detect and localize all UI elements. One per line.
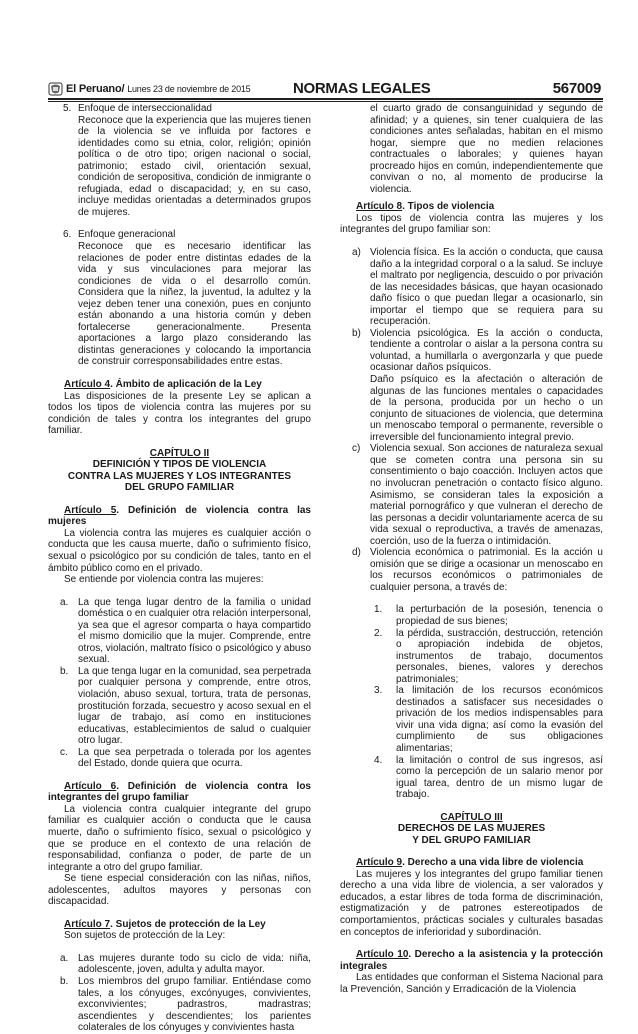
article-title: . Tipos de violencia xyxy=(402,201,495,213)
newspaper-brand xyxy=(66,83,251,95)
header-rule-thin xyxy=(48,101,603,102)
brand-slash: / xyxy=(121,83,125,95)
list-item-text: la perturbación de la posesión, tenencia o propiedad de sus bienes; xyxy=(396,604,603,627)
list-label: a. xyxy=(60,952,69,964)
list-item-text: La que tenga lugar dentro de la familia o unidad doméstica o en cualquier otra relación interpersonal, ya sea que el agresor comparta o haya compartido el mismo domicilio que la mujer. Comprende, entre otros, violación, maltrato físico o psicológico y abuso sexual. xyxy=(78,596,311,666)
list-label: 3. xyxy=(374,685,383,697)
list-label: a) xyxy=(352,247,361,259)
sub-item-2 xyxy=(340,628,603,686)
list-item-text: Violencia física. Es la acción o conducta, que causa daño a la integridad corporal o a la salud. Se incluye el maltrato por negligencia, descuido o por privación de las necesidades básicas, que hayan ocasionado daño físico o que puedan llegar a ocasionarlo, sin importar el tiempo que se requiera para su recuperación. xyxy=(370,247,603,328)
list-item-title: Enfoque generacional xyxy=(78,229,176,241)
section-title: NORMAS LEGALES xyxy=(293,80,431,97)
list-item-text: Violencia sexual. Son acciones de naturaleza sexual que se cometen contra una persona sin su consentimiento o bajo coacción. Incluyen actos que no involucran penetración o contacto físico alguno. Asimismo, se consideran tales la exposición a material pornográfico y que vulneran el derecho de las personas a decidir voluntariamente acerca de su vida sexual o reproductiva, a través de amenazas, coerción, uso de la fuerza o intimidación. xyxy=(370,443,603,547)
list-label: 5. xyxy=(63,103,72,114)
list-item-6 xyxy=(48,229,311,368)
chapter-2-line: CONTRA LAS MUJERES Y LOS INTEGRANTES xyxy=(67,470,292,482)
article-5-text: La violencia contra las mujeres es cualquier acción o conducta que les causa muerte, daño o sufrimiento físico, sexual o psicológico por su condición de tales, tanto en el ámbito público como en el privado. xyxy=(48,527,311,574)
article-10-text: Las entidades que conforman el Sistema Nacional para la Prevención, Sanción y Erradicación de la Violencia xyxy=(340,972,603,995)
sub-item-4 xyxy=(340,755,603,801)
list-label: c) xyxy=(352,443,361,455)
article-9-text: Las mujeres y los integrantes del grupo familiar tienen derecho a una vida libre de violencia, a ser valorados y educados, a estar libres de toda forma de discriminación, estigmatización y de patrones estereotipados de comportamientos, prácticas sociales y culturales basadas en conceptos de inferioridad y subordinación. xyxy=(340,868,603,938)
header-rule xyxy=(48,98,603,100)
article-label: Artículo 6 xyxy=(64,780,117,792)
article-5-heading xyxy=(48,505,311,528)
list-item-text: Reconoce que la experiencia que las mujeres tienen de la violencia se ve influida por factores e identidades como su etnia, color, religión; opinión política o de otro tipo; origen nacional o social, patrimonio; estado civil, orientación sexual, condición de seropositiva, condición de inmigrante o refugiada, edad o discapacidad; y, en su caso, incluye medidas orientadas a determinados grupos de mujeres. xyxy=(78,114,311,218)
list-label: b. xyxy=(60,976,69,987)
article-4-heading xyxy=(48,379,311,391)
article-label: Artículo 10 xyxy=(356,949,409,961)
list-item-text: Violencia psicológica. Es la acción o conducta, tendiente a controlar o aislar a la persona contra su voluntad, a humillarla o avergonzarla y que puede ocasionar daños psíquicos. xyxy=(370,327,603,374)
list-item-text: Las mujeres durante todo su ciclo de vida: niña, adolescente, joven, adulta y adulta mayor. xyxy=(78,952,311,976)
list-item-c xyxy=(48,747,311,770)
article-5-text: Se entiende por violencia contra las mujeres: xyxy=(64,574,264,586)
article-title: . Definición de violencia contra las mujeres xyxy=(48,504,311,528)
list-item-b xyxy=(340,328,603,443)
list-item-text: la limitación o control de sus ingresos, así como la percepción de un salario menor por igual tarea, dentro de un mismo lugar de trabajo. xyxy=(396,754,603,801)
list-item-b xyxy=(48,666,311,747)
sub-item-3 xyxy=(340,685,603,754)
article-label: Artículo 8 xyxy=(356,201,403,213)
article-8-heading xyxy=(340,201,603,213)
article-title: . Derecho a la asistencia y la protección integrales xyxy=(340,949,603,972)
list-label: 6. xyxy=(63,229,72,241)
sub-item-1 xyxy=(340,604,603,627)
list-item-d xyxy=(340,547,603,593)
list-item-text: Los miembros del grupo familiar. Entiéndase como tales, a los cónyuges, excónyuges, convivientes, exconvivientes; padrastros, madrastras; ascendientes y descendientes; los parientes colaterales de los cónyuges y convivientes hasta xyxy=(78,976,311,1034)
article-6-text: Se tiene especial consideración con las niñas, niños, adolescentes, adultos mayores y personas con discapacidad. xyxy=(48,873,311,908)
article-label: Artículo 5 xyxy=(64,504,117,516)
page-header xyxy=(48,80,603,100)
article-title: . Ámbito de aplicación de la Ley xyxy=(110,379,262,391)
list-item-b xyxy=(48,976,311,1034)
chapter-2-title: CAPÍTULO II xyxy=(149,447,210,459)
list-item-text: Daño psíquico es la afectación o alteración de algunas de las funciones mentales o capacidades de la persona, producida por un hecho o un conjunto de situaciones de violencia, que determina un menoscabo temporal o permanente, reversible o irreversible del funcionamiento integral previo. xyxy=(370,374,603,443)
list-item-5 xyxy=(48,103,311,218)
list-label: c. xyxy=(60,746,68,758)
coat-of-arms-icon xyxy=(48,81,63,96)
article-title: . Derecho a una vida libre de violencia xyxy=(402,857,584,869)
list-item-a xyxy=(340,247,603,328)
list-label: a. xyxy=(60,596,69,608)
list-label: 2. xyxy=(374,627,383,639)
left-column xyxy=(48,103,311,1034)
list-item-text: Reconoce que es necesario identificar las relaciones de poder entre distintas edades de la vida y sus vinculaciones para mejorar las condiciones de vida o el desarrollo común. Considera que la niñez, la juventud, la adultez y la vejez deben tener una conexión, pues en conjunto están abonando a una historia común y deben fortalecerse generacionalmente. Presenta aportaciones a largo plazo considerando las distintas generaciones y colocando la importancia de construir corresponsabilidades entre estas. xyxy=(78,241,311,368)
list-label: b) xyxy=(352,327,361,339)
article-7-heading xyxy=(48,919,311,931)
article-6-heading xyxy=(48,781,311,804)
article-title: . Sujetos de protección de la Ley xyxy=(110,918,266,930)
article-7-text: Son sujetos de protección de la Ley: xyxy=(64,930,226,942)
article-10-heading xyxy=(340,949,603,972)
article-label: Artículo 7 xyxy=(64,918,111,930)
article-6-text: La violencia contra cualquier integrante del grupo familiar es cualquier acción o conducta que le causa muerte, daño o sufrimiento físico, sexual o psicológico y que se produce en el contexto de una relación de responsabilidad, confianza o poder, de parte de un integrante a otro del grupo familiar. xyxy=(48,803,311,873)
article-label: Artículo 9 xyxy=(356,857,403,869)
page-number: 567009 xyxy=(552,80,601,97)
list-item-a xyxy=(48,597,311,666)
list-item-c xyxy=(340,443,603,547)
article-4-text: Las disposiciones de la presente Ley se aplican a todos los tipos de violencia contra las mujeres por su condición de tales y contra los integrantes del grupo familiar. xyxy=(48,390,311,437)
chapter-3-title: CAPÍTULO III xyxy=(440,811,503,823)
publication-date: Lunes 23 de noviembre de 2015 xyxy=(127,84,251,94)
chapter-2-line: DEL GRUPO FAMILIAR xyxy=(124,482,235,494)
list-item-text: La que sea perpetrada o tolerada por los agentes del Estado, donde quiera que ocurra. xyxy=(78,746,311,770)
list-item-text: La que tenga lugar en la comunidad, sea perpetrada por cualquier persona y comprende, entre otros, violación, abuso sexual, tortura, trata de personas, prostitución forzada, secuestro y acoso sexual en el lugar de trabajo, así como en instituciones educativas, establecimientos de salud o cualquier otro lugar. xyxy=(78,665,311,747)
list-item-text: la limitación de los recursos económicos destinados a satisfacer sus necesidades o privación de los medios indispensables para vivir una vida digna; así como la evasión del cumplimiento de sus obligaciones alimentarias; xyxy=(396,685,603,754)
right-column xyxy=(340,103,603,995)
chapter-2-line: DEFINICIÓN Y TIPOS DE VIOLENCIA xyxy=(92,459,267,471)
list-item-text: Violencia económica o patrimonial. Es la acción u omisión que se dirige a ocasionar un menoscabo en los recursos económicos o patrimoniales de cualquier persona, a través de: xyxy=(370,547,603,593)
article-9-heading xyxy=(340,857,603,869)
article-title: . Definición de violencia contra los integrantes del grupo familiar xyxy=(48,780,311,804)
list-item-title: Enfoque de interseccionalidad xyxy=(78,103,212,114)
list-item-text: la pérdida, sustracción, destrucción, retención o apropiación indebida de objetos, instrumentos de trabajo, documentos personales, bienes, valores y derechos patrimoniales; xyxy=(396,627,603,685)
chapter-3-line: Y DEL GRUPO FAMILIAR xyxy=(412,834,531,846)
chapter-3-line: DERECHOS DE LAS MUJERES xyxy=(397,823,546,835)
article-8-text: Los tipos de violencia contra las mujeres y los integrantes del grupo familiar son: xyxy=(340,212,603,236)
continued-text: el cuarto grado de consanguinidad y segundo de afinidad; y a quienes, sin tener cualquiera de las condiciones antes señaladas, habitan en el mismo hogar, siempre que no medien relaciones contractuales o laborales; y quienes hayan procreado hijos en común, independientemente que convivan o no, al momento de producirse la violencia. xyxy=(370,103,603,195)
list-label: b. xyxy=(60,665,69,677)
article-label: Artículo 4 xyxy=(64,379,111,391)
list-label: d) xyxy=(352,547,361,559)
list-label: 4. xyxy=(374,754,383,766)
list-label: 1. xyxy=(374,604,383,616)
brand-name: El Peruano xyxy=(66,83,122,95)
list-item-a xyxy=(48,953,311,976)
